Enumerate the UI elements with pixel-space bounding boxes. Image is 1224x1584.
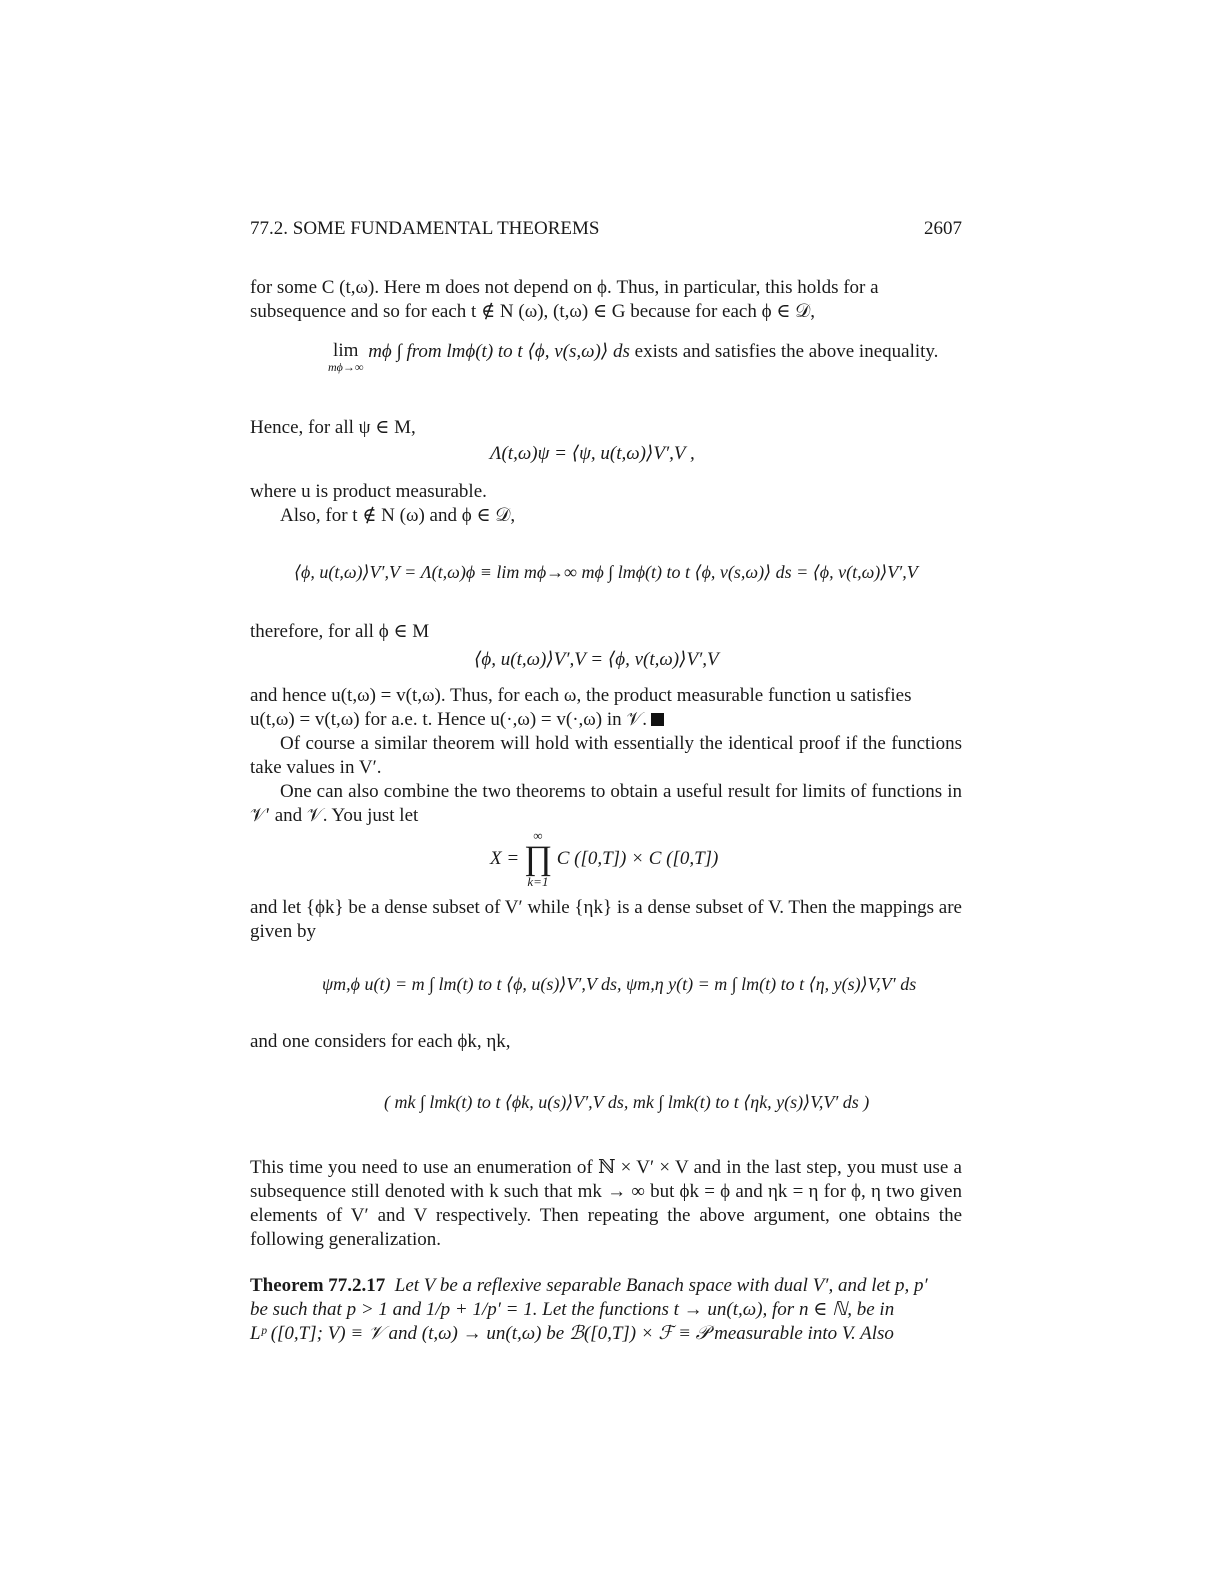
paragraph-10: and one considers for each ϕk, ηk, (250, 1031, 511, 1052)
text-line: for some C (t,ω). Here m does not depend on ϕ. Thus, in particular, this holds for a (250, 277, 879, 298)
qed-square-icon (651, 713, 664, 726)
equation-pair: ( mk ∫ lmk(t) to t ⟨ϕk, u(s)⟩V′,V ds, mk ∫ lmk(t) to t ⟨ηk, y(s)⟩V,V′ ds ) (384, 1092, 870, 1112)
paragraph-6 (250, 684, 962, 732)
paragraph-2: Hence, for all ψ ∈ M, (250, 417, 416, 438)
text-line: u(t,ω) = v(t,ω) for a.e. t. Hence u(·,ω) = v(·,ω) in 𝒱. (250, 708, 962, 732)
paragraph-3: where u is product measurable. (250, 481, 487, 502)
paragraph-1 (250, 276, 962, 324)
theorem-label: Theorem 77.2.17 (250, 1275, 386, 1296)
paragraph-9: and let {ϕk} be a dense subset of V′ while {ηk} is a dense subset of V. Then the mappings are given by (250, 897, 962, 942)
product-operator: ∞ ∏ k=1 (523, 828, 552, 889)
equation-limit-integral (328, 340, 938, 375)
equation-equality: ⟨ϕ, u(t,ω)⟩V′,V = ⟨ϕ, v(t,ω)⟩V′,V (474, 649, 719, 670)
paragraph-11: This time you need to use an enumeration of ℕ × V′ × V and in the last step, you must use a subsequence still denoted with k such that mk → ∞ but ϕk = ϕ and ηk = η for ϕ, η two given elements of V′ and V respectively. Then repeating the above argument, one obtains the following generalization. (250, 1157, 962, 1250)
limit-operator: lim mϕ→∞ (328, 340, 364, 374)
equation-product-space: X = ∞ ∏ k=1 C ([0,T]) × C ([0,T]) (490, 828, 719, 889)
text-line: and hence u(t,ω) = v(t,ω). Thus, for each ω, the product measurable function u satisfies (250, 685, 912, 706)
integral-expression: mϕ ∫ from lmϕ(t) to t ⟨ϕ, v(s,ω)⟩ ds (368, 341, 630, 362)
paragraph-4: Also, for t ∉ N (ω) and ϕ ∈ 𝒟, (280, 505, 516, 526)
theorem-77-2-17 (250, 1274, 962, 1346)
section-title: 77.2. SOME FUNDAMENTAL THEOREMS (250, 218, 600, 239)
equation-mappings: ψm,ϕ u(t) = m ∫ lm(t) to t ⟨ϕ, u(s)⟩V′,V ds, ψm,η y(t) = m ∫ lm(t) to t ⟨η, y(s)⟩V,V′ ds (322, 974, 917, 994)
equation-tail-text: exists and satisfies the above inequality. (634, 341, 939, 362)
text-line: Lᵖ ([0,T]; V) ≡ 𝒱 and (t,ω) → un(t,ω) be ℬ([0,T]) × ℱ ≡ 𝒫 measurable into V. Also (250, 1323, 894, 1344)
text-line: subsequence and so for each t ∉ N (ω), (t,ω) ∈ G because for each ϕ ∈ 𝒟, (250, 301, 816, 322)
paragraph-5: therefore, for all ϕ ∈ M (250, 621, 430, 642)
equation-lambda: Λ(t,ω)ψ = ⟨ψ, u(t,ω)⟩V′,V , (490, 443, 695, 464)
paragraph-7: Of course a similar theorem will hold with essentially the identical proof if the functions take values in V′. (250, 733, 962, 778)
text-line: Theorem 77.2.17 Let V be a reflexive separable Banach space with dual V′, and let p, p′ (250, 1275, 928, 1296)
paragraph-8: One can also combine the two theorems to obtain a useful result for limits of functions in 𝒱′ and 𝒱. You just let (250, 781, 962, 826)
running-header (250, 218, 962, 244)
page-number: 2607 (924, 218, 962, 239)
text-line: be such that p > 1 and 1/p + 1/p′ = 1. Let the functions t → un(t,ω), for n ∈ ℕ, be in (250, 1299, 895, 1320)
equation-identification: ⟨ϕ, u(t,ω)⟩V′,V = Λ(t,ω)ϕ ≡ lim mϕ→∞ mϕ ∫ lmϕ(t) to t ⟨ϕ, v(s,ω)⟩ ds = ⟨ϕ, v(t,ω)⟩V′,V (294, 562, 918, 582)
